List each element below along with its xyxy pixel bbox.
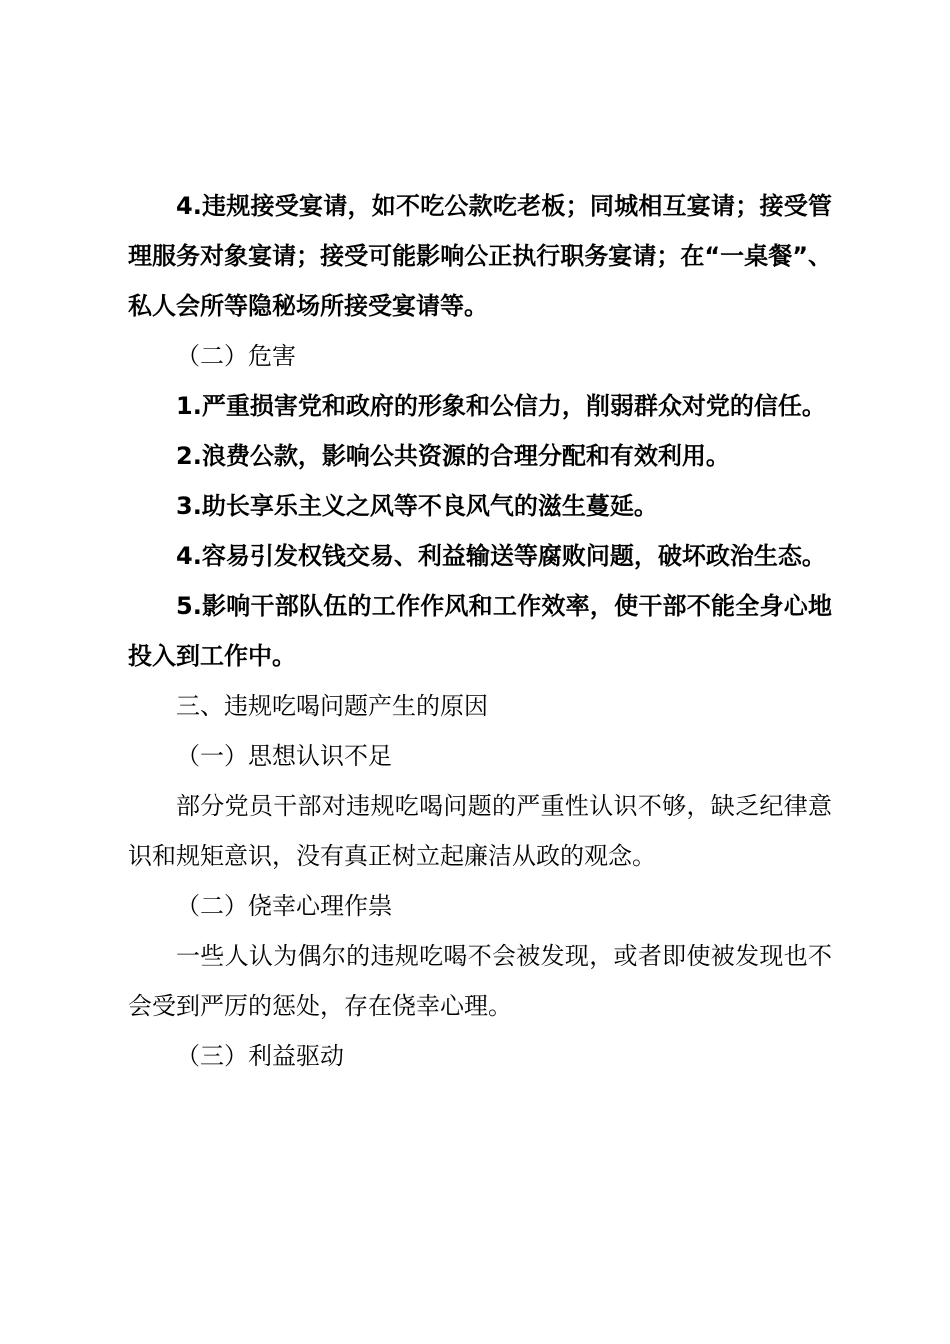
document-body: [128, 181, 832, 1081]
section-heading-harm: （二）危害: [176, 342, 296, 370]
chapter-heading-causes: 三、违规吃喝问题产生的原因: [176, 692, 488, 720]
paragraph-luck-mentality: 一些人认为偶尔的违规吃喝不会被发现，或者即使被发现也不会受到严厉的惩处，存在侥幸心理。: [128, 942, 832, 1020]
paragraph-violation-item-4: 4.违规接受宴请，如不吃公款吃老板；同城相互宴请；接受管理服务对象宴请；接受可能影响公正执行职务宴请；在“一桌餐”、私人会所等隐秘场所接受宴请等。: [128, 192, 832, 320]
paragraph-harm-item-2: 2.浪费公款，影响公共资源的合理分配和有效利用。: [176, 442, 730, 470]
paragraph-harm-item-4: 4.容易引发权钱交易、利益输送等腐败问题，破坏政治生态。: [176, 542, 826, 570]
section-heading-interest-driven: （三）利益驱动: [176, 1042, 344, 1070]
paragraph-awareness: 部分党员干部对违规吃喝问题的严重性认识不够，缺乏纪律意识和规矩意识，没有真正树立起廉洁从政的观念。: [128, 792, 832, 870]
paragraph-harm-item-3: 3.助长享乐主义之风等不良风气的滋生蔓延。: [176, 492, 658, 520]
section-heading-luck-mentality: （二）侥幸心理作祟: [176, 892, 392, 920]
paragraph-harm-item-1: 1.严重损害党和政府的形象和公信力，削弱群众对党的信任。: [176, 392, 826, 420]
section-heading-awareness: （一）思想认识不足: [176, 742, 392, 770]
paragraph-harm-item-5: 5.影响干部队伍的工作作风和工作效率，使干部不能全身心地投入到工作中。: [128, 592, 832, 670]
